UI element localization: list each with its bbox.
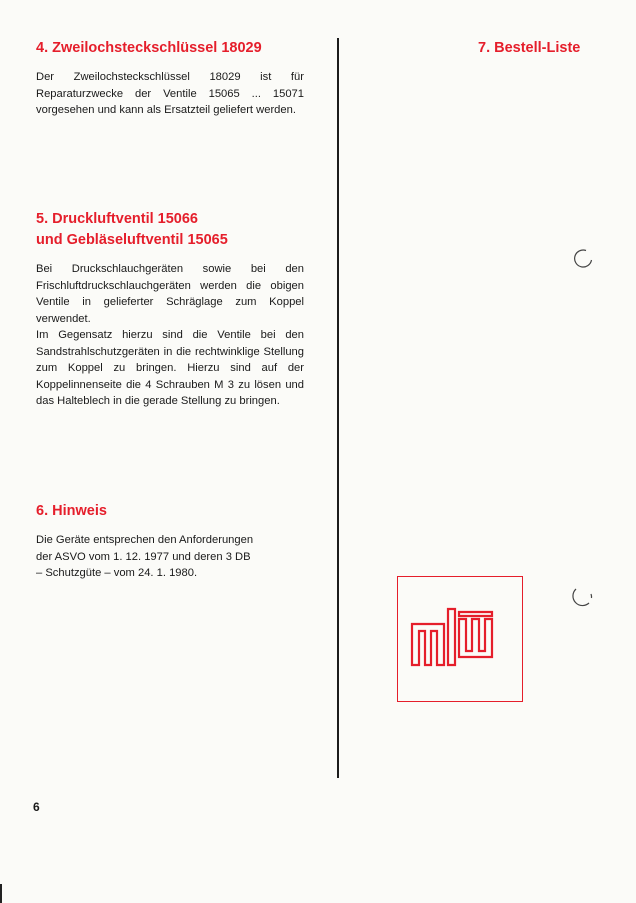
section-6-heading: 6. Hinweis [36,503,107,519]
section-5 [36,209,304,410]
section-7-heading: 7. Bestell-Liste [478,40,581,56]
section-5-heading-line2: und Gebläseluftventil 15065 [36,232,228,248]
section-6-line-1: Die Geräte entsprechen den Anforderungen [36,534,254,546]
column-divider [337,38,339,778]
punch-hole-icon [572,585,594,607]
section-6-line-2: der ASVO vom 1. 12. 1977 und deren 3 DB [36,550,251,563]
mlw-logo-icon [398,577,521,700]
page-number: 6 [33,800,40,814]
section-6 [36,501,304,582]
edge-mark [0,884,2,903]
punch-hole-icon [572,248,594,270]
section-4-heading: 4. Zweilochsteckschlüssel 18029 [36,40,262,56]
section-6-body [36,532,304,582]
section-4-body [36,69,304,119]
section-5-paragraph-2: Im Gegensatz hierzu sind die Ventile bei den Sandstrahlschutzgeräten in die rechtwinklige Stellung zum Koppel zu bringen. Hierzu sind auf der Koppelinnenseite die 4 Schrauben M 3 zu lösen und das Halteblech in die gerade Stellung zu bringen. [36,329,304,407]
section-4-paragraph: Der Zweilochsteckschlüssel 18029 ist für Reparaturzwecke der Ventile 15065 ... 15071 vorgesehen und kann als Ersatzteil geliefert werden. [36,71,304,116]
section-5-paragraph-1: Bei Druckschlauchgeräten sowie bei den Frischluftdruckschlauchgeräten werden die obigen Ventile in gelieferter Schräglage zum Koppel verwendet. [36,263,304,325]
section-6-line-3: – Schutzgüte – vom 24. 1. 1980. [36,567,198,579]
section-4 [36,38,304,119]
section-5-heading-line1: 5. Druckluftventil 15066 [36,211,198,227]
section-5-body [36,261,304,410]
section-5-heading [36,209,304,251]
mlw-logo [397,576,523,702]
